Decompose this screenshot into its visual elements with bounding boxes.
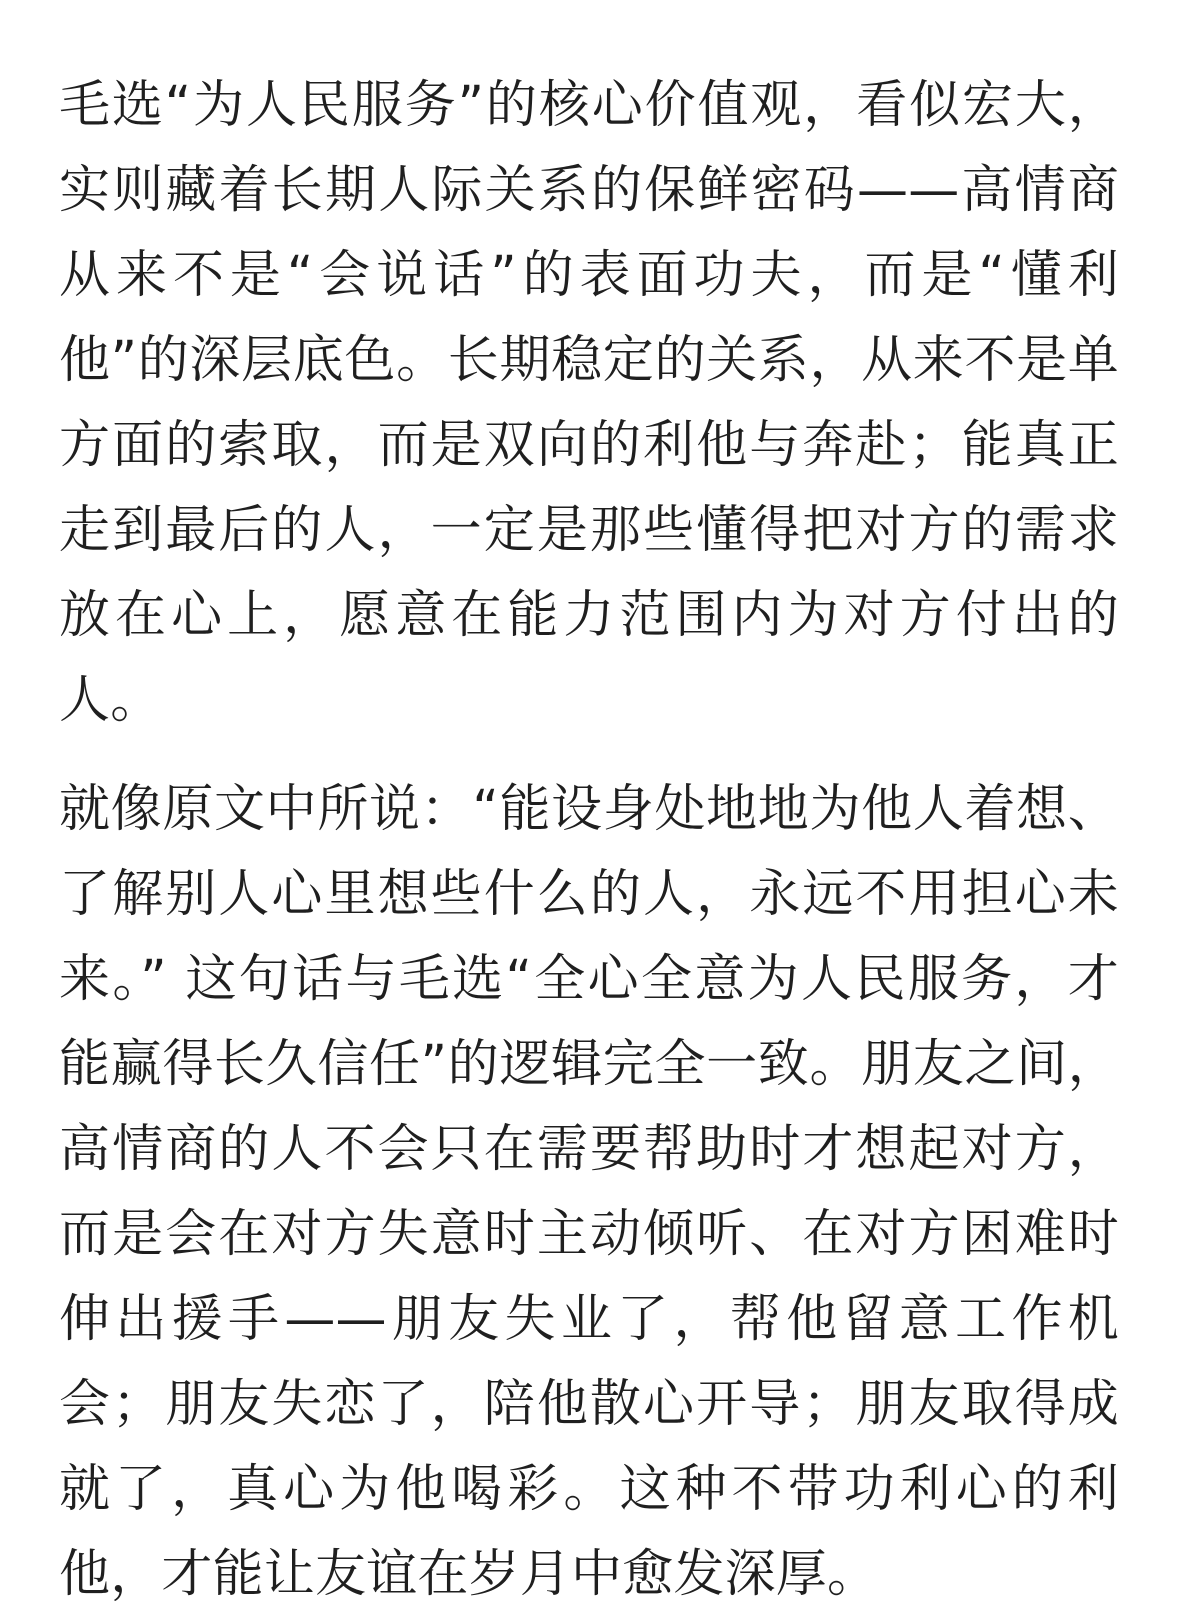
- paragraph: 毛选“为人民服务”的核心价值观，看似宏大，实则藏着长期人际关系的保鲜密码——高情商从来不是“会说话”的表面功夫，而是“懂利他”的深层底色。长期稳定的关系，从来不是单方面的索取，而是双向的利他与奔赴；能真正走到最后的人，一定是那些懂得把对方的需求放在心上，愿意在能力范围内为对方付出的人。: [59, 76, 1119, 730]
- paragraph: 就像原文中所说：“能设身处地地为他人着想、了解别人心里想些什么的人，永远不用担心未来。” 这句话与毛选“全心全意为人民服务，才能赢得长久信任”的逻辑完全一致。朋友之间，高情商的人不会只在需要帮助时才想起对方，而是会在对方失意时主动倾听、在对方困难时伸出援手——朋友失业了，帮他留意工作机会；朋友失恋了，陪他散心开导；朋友取得成就了，真心为他喝彩。这种不带功利心的利他，才能让友谊在岁月中愈发深厚。: [59, 780, 1119, 1604]
